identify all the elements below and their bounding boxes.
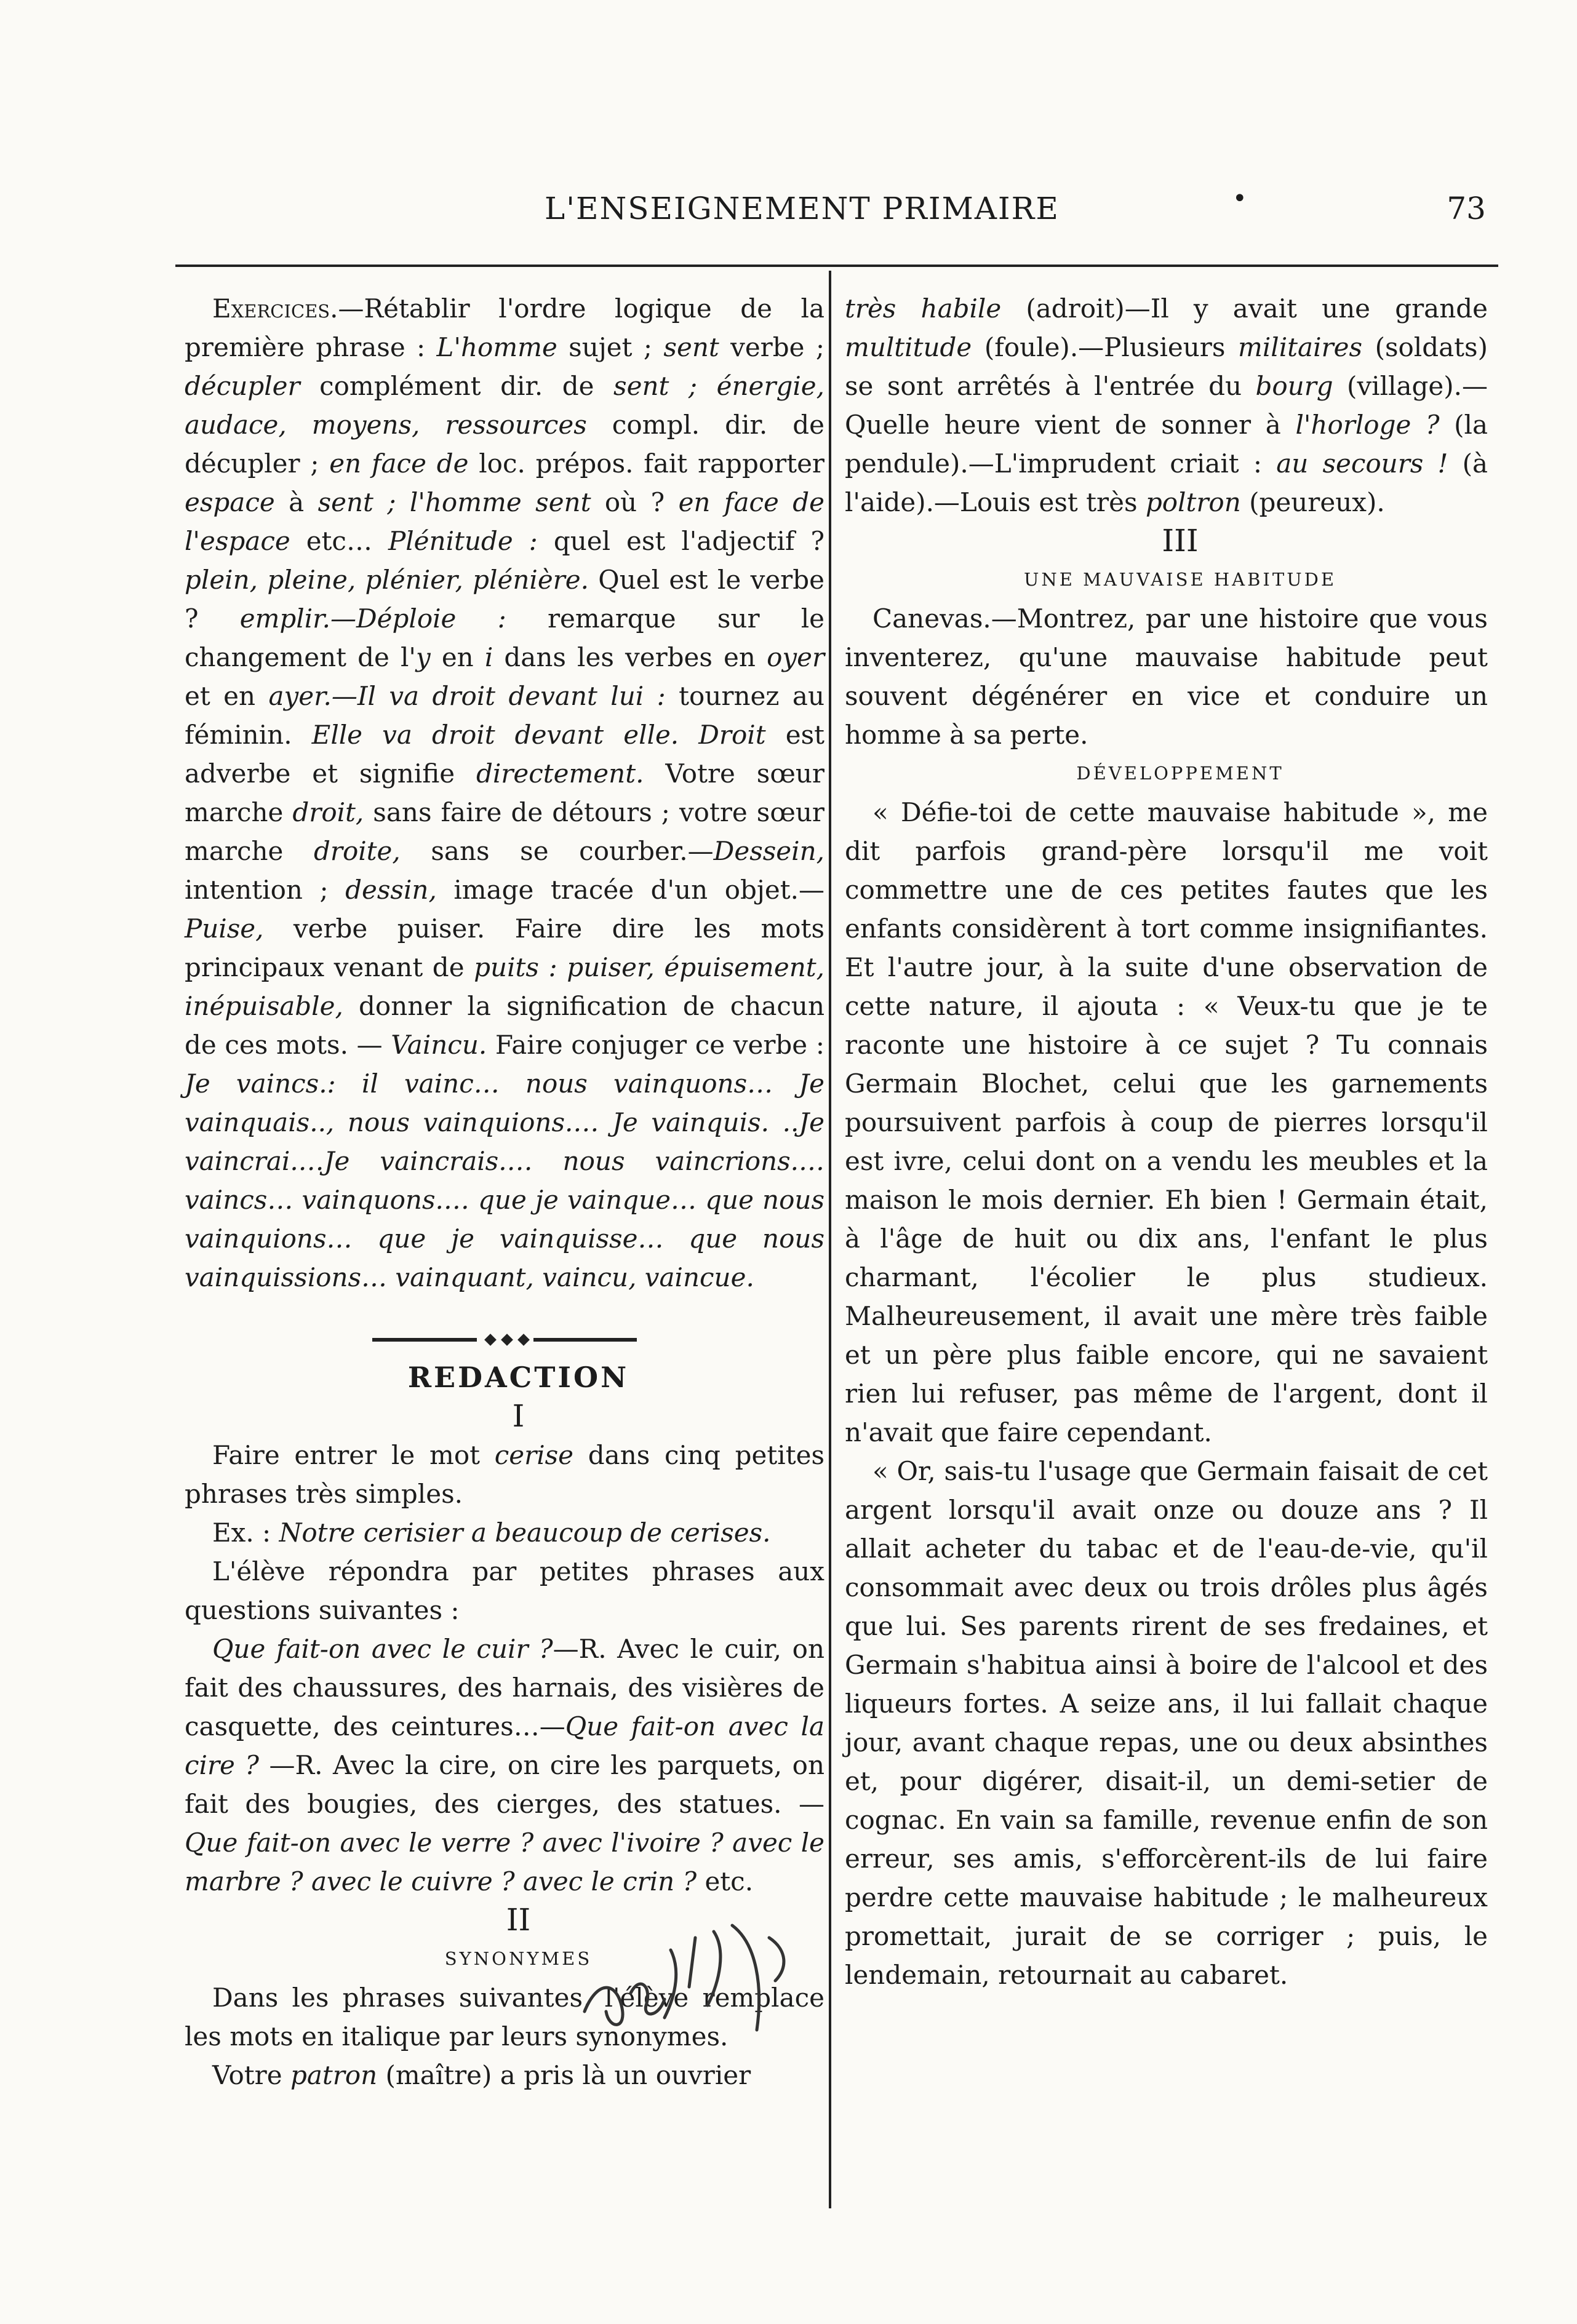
section-ii-instruction: Dans les phrases suivantes, l'élève remplace les mots en italique par leurs synonymes. xyxy=(185,1983,824,2051)
header-dot: • xyxy=(1232,185,1247,213)
synonymes-heading: SYNONYMES xyxy=(444,1948,593,1969)
header-rule xyxy=(175,265,1498,267)
page-number: 73 xyxy=(1447,191,1486,226)
running-title: L'ENSEIGNEMENT PRIMAIRE xyxy=(545,191,1060,226)
developpement-heading: DÉVELOPPEMENT xyxy=(1076,763,1284,784)
section-i-questions: Que fait-on avec le cuir ?—R. Avec le cuir, on fait des chaussures, des harnais, des visières de casquette, des ceintures…—Que fait-on avec la cire ? —R. Avec la cire, on cire les parquets, on fait des bougies, des cierges, des statues. — Que fait-on avec le verre ? avec l'ivoire ? avec le marbre ? avec le cuivre ? avec le crin ? etc. xyxy=(185,1634,825,1896)
right-column xyxy=(845,289,1488,1994)
section-iii-number: III xyxy=(1162,523,1199,559)
section-ii-first-sentence: Votre patron (maître) a pris là un ouvrier xyxy=(212,2060,751,2090)
section-i-example: Ex. : Notre cerisier a beaucoup de cerises. xyxy=(212,1518,771,1548)
developpement-paragraph-1: « Défie-toi de cette mauvaise habitude », me dit parfois grand-père lorsqu'il me voit commettre une de ces petites fautes que les enfants considèrent à tort comme insignifiantes. Et l'autre jour, à la suite d'une observation de cette nature, il ajouta : « Veux-tu que je te raconte une histoire à ce sujet ? Tu connais Germain Blochet, celui que les garnements poursuivent parfois à coup de pierres lorsqu'il est ivre, celui dont on a vendu les meubles et la maison le mois dernier. Eh bien ! Germain était, à l'âge de huit ou dix ans, l'enfant le plus charmant, l'écolier le plus studieux. Malheureusement, il avait une mère très faible et un père plus faible encore, qui ne savaient rien lui refuser, pas même de l'argent, dont il n'avait que faire cependant. xyxy=(845,797,1488,1447)
exercices-paragraph: Exercices.—Rétablir l'ordre logique de la première phrase : L'homme sujet ; sent verbe ; décupler complément dir. de sent ; énergie, audace, moyens, ressources compl. dir. de décupler ; en face de loc. prépos. fait rapporter espace à sent ; l'homme sent où ? en face de l'espace etc… Plénitude : quel est l'adjectif ? plein, pleine, plénier, plénière. Quel est le verbe ? emplir.—Déploie : remarque sur le changement de l'y en i dans les verbes en oyer et en ayer.—Il va droit devant lui : tournez au féminin. Elle va droit devant elle. Droit est adverbe et signifie directement. Votre sœur marche droit, sans faire de détours ; votre sœur marche droite, sans se courber.—Dessein, intention ; dessin, image tracée d'un objet.—Puise, verbe puiser. Faire dire les mots principaux venant de puits : puiser, épuisement, inépuisable, donner la signification de chacun de ces mots. — Vaincu. Faire conjuger ce verbe : Je vaincs.: il vainc… nous vainquons… Je vainquais.., nous vainquions.… Je vainquis. ..Je vaincrai.…Je vaincrais.… nous vaincrions.… vaincs… vainquons.… que je vainque… que nous vainquions… que je vainquisse… que nous vainquissions… vainquant, vaincu, vaincue. xyxy=(185,293,825,1292)
redaction-heading: REDACTION xyxy=(407,1361,629,1394)
section-i-instruction: Faire entrer le mot cerise dans cinq petites phrases très simples. xyxy=(185,1440,825,1509)
left-column xyxy=(185,289,824,2095)
handwritten-annotation-icon xyxy=(572,1913,806,2036)
section-i-instruction-2: L'élève répondra par petites phrases aux questions suivantes : xyxy=(185,1556,824,1625)
column-divider xyxy=(829,271,831,2208)
section-ii-number: II xyxy=(506,1902,531,1938)
synonymes-continued: très habile (adroit)—Il y avait une grande multitude (foule).—Plusieurs militaires (soldats) se sont arrêtés à l'entrée du bourg (village).—Quelle heure vient de sonner à l'horloge ? (la pendule).—L'imprudent criait : au secours ! (à l'aide).—Louis est très poltron (peureux). xyxy=(845,293,1488,517)
page-header xyxy=(175,185,1498,246)
section-iii-subtitle: UNE MAUVAISE HABITUDE xyxy=(1023,569,1337,590)
developpement-paragraph-2: « Or, sais-tu l'usage que Germain faisait de cet argent lorsqu'il avait onze ou douze ans ? Il allait acheter du tabac et de l'eau-de-vie, qu'il consommait avec deux ou trois drôles plus âgés que lui. Ses parents rirent de ses fredaines, et Germain s'habitua ainsi à boire de l'alcool et des liqueurs fortes. A seize ans, il lui fallait chaque jour, avant chaque repas, une ou deux absinthes et, pour digérer, disait-il, un demi-setier de cognac. En vain sa famille, revenue enfin de son erreur, ses amis, s'efforcèrent-ils de lui faire perdre cette mauvaise habitude ; le malheureux promettait, jurait de se corriger ; puis, le lendemain, retournait au cabaret. xyxy=(845,1456,1488,1990)
canevas-paragraph: Canevas.—Montrez, par une histoire que vous inventerez, qu'une mauvaise habitude peut souvent dégénérer en vice et conduire un homme à sa perte. xyxy=(845,603,1488,750)
section-i-number: I xyxy=(512,1398,525,1434)
section-ornament xyxy=(372,1334,637,1346)
